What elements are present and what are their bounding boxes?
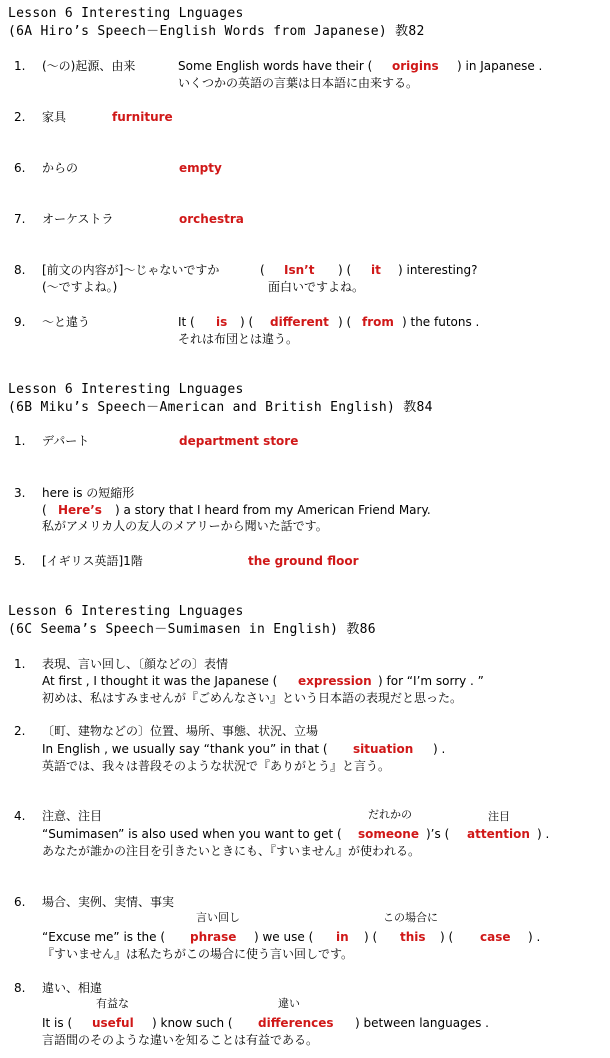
- sentence-part: ) (: [338, 315, 352, 329]
- item-japanese-translation: いくつかの英語の言葉は日本語に由来する。: [178, 76, 419, 90]
- item-japanese-note: (〜ですよね。): [42, 280, 118, 294]
- hint-text: 言い回し: [196, 911, 240, 924]
- answer: case: [480, 930, 511, 944]
- item-japanese: オーケストラ: [42, 212, 114, 226]
- sentence-part: ) for “I’m sorry . ”: [378, 674, 484, 688]
- item-number: 2.: [14, 110, 26, 124]
- item-number: 9.: [14, 315, 26, 329]
- item-japanese: [前文の内容が]〜じゃないですか: [42, 263, 220, 277]
- answer: department store: [179, 434, 299, 448]
- sentence-part: ) between languages .: [355, 1016, 489, 1030]
- answer: phrase: [190, 930, 237, 944]
- item-japanese-translation: あなたが誰かの注目を引きたいときにも、『すいません』が使われる。: [42, 844, 421, 858]
- answer: different: [270, 315, 329, 329]
- lesson-b-subtitle: (6B Miku’s Speech－American and British English) 教84: [8, 400, 433, 415]
- item-japanese-translation: 言語間のそのような違いを知ることは有益である。: [42, 1033, 319, 1047]
- item-japanese: (〜の)起源、由来: [42, 59, 136, 73]
- item-japanese: [イギリス英語]1階: [42, 554, 143, 568]
- sentence-part: ) .: [528, 930, 541, 944]
- sentence-part: ) we use (: [254, 930, 314, 944]
- item-number: 8.: [14, 263, 26, 277]
- item-japanese: 場合、実例、実情、事実: [42, 895, 175, 909]
- sentence-part: It (: [178, 315, 195, 329]
- answer: Isn’t: [284, 263, 315, 277]
- hint-text: この場合に: [383, 911, 438, 924]
- answer: furniture: [112, 110, 173, 124]
- item-number: 1.: [14, 657, 26, 671]
- answer: in: [336, 930, 349, 944]
- item-japanese: 表現、言い回し、〔顔などの〕表情: [42, 657, 229, 671]
- item-number: 1.: [14, 434, 26, 448]
- lesson-b-title: Lesson 6 Interesting Lnguages: [8, 382, 244, 397]
- answer: the ground floor: [248, 554, 359, 568]
- item-japanese-translation: それは布団とは違う。: [178, 332, 299, 346]
- item-japanese: 〜と違う: [42, 315, 91, 329]
- item-japanese-translation: 英語では、我々は普段そのような状況で『ありがとう』と言う。: [42, 759, 391, 773]
- item-number: 7.: [14, 212, 26, 226]
- answer: attention: [467, 827, 530, 841]
- item-japanese: here is の短縮形: [42, 486, 135, 500]
- sentence-part: ) a story that I heard from my American Friend Mary.: [115, 503, 431, 517]
- sentence-part: ) (: [364, 930, 378, 944]
- hint-text: 有益な: [96, 997, 129, 1010]
- answer: it: [371, 263, 381, 277]
- item-japanese-translation: 面白いですよね。: [268, 280, 365, 294]
- item-japanese: 〔町、建物などの〕位置、場所、事態、状況、立場: [42, 724, 319, 738]
- answer: expression: [298, 674, 372, 688]
- item-number: 3.: [14, 486, 26, 500]
- item-japanese: 家具: [42, 110, 67, 124]
- sentence-part: ) .: [433, 742, 446, 756]
- lesson-a-subtitle: (6A Hiro’s Speech－English Words from Japanese) 教82: [8, 24, 425, 39]
- item-number: 4.: [14, 809, 26, 823]
- answer: from: [362, 315, 394, 329]
- answer: is: [216, 315, 228, 329]
- answer: Here’s: [58, 503, 102, 517]
- item-japanese: からの: [42, 161, 79, 175]
- lesson-c-subtitle: (6C Seema’s Speech－Sumimasen in English) 教86: [8, 622, 376, 637]
- sentence-part: “Excuse me” is the (: [42, 930, 166, 944]
- answer: someone: [358, 827, 419, 841]
- lesson-a-title: Lesson 6 Interesting Lnguages: [8, 6, 244, 21]
- item-japanese: 注意、注目: [42, 809, 103, 823]
- sentence-part: (: [42, 503, 47, 517]
- answer: useful: [92, 1016, 134, 1030]
- answer: orchestra: [179, 212, 244, 226]
- answer: empty: [179, 161, 222, 175]
- sentence-part: In English , we usually say “thank you” in that (: [42, 742, 328, 756]
- hint-text: だれかの: [368, 808, 412, 821]
- sentence-part: ) .: [537, 827, 550, 841]
- sentence-part: “Sumimasen” is also used when you want to get (: [42, 827, 342, 841]
- sentence-part: At first , I thought it was the Japanese (: [42, 674, 278, 688]
- item-number: 6.: [14, 161, 26, 175]
- hint-text: 注目: [488, 810, 510, 823]
- sentence-part: ) know such (: [152, 1016, 233, 1030]
- sentence-part: ) (: [338, 263, 352, 277]
- item-number: 6.: [14, 895, 26, 909]
- item-japanese: 違い、相違: [42, 981, 103, 995]
- answer: situation: [353, 742, 414, 756]
- answer: origins: [392, 59, 439, 73]
- sentence-part: )’s (: [426, 827, 450, 841]
- item-japanese-translation: 初めは、私はすみませんが『ごめんなさい』という日本語の表現だと思った。: [42, 691, 463, 705]
- hint-text: 違い: [278, 997, 300, 1010]
- item-japanese-translation: 『すいません』は私たちがこの場合に使う言い回しです。: [42, 947, 354, 961]
- sentence-part: ) interesting?: [398, 263, 478, 277]
- sentence-part: It is (: [42, 1016, 73, 1030]
- answer: this: [400, 930, 426, 944]
- sentence-part: (: [260, 263, 265, 277]
- item-number: 8.: [14, 981, 26, 995]
- sentence-part: ) (: [440, 930, 454, 944]
- sentence-part: Some English words have their (: [178, 59, 373, 73]
- item-number: 1.: [14, 59, 26, 73]
- item-number: 5.: [14, 554, 26, 568]
- answer: differences: [258, 1016, 334, 1030]
- item-japanese-translation: 私がアメリカ人の友人のメアリーから聞いた話です。: [42, 519, 328, 533]
- item-japanese: デパート: [42, 434, 90, 448]
- lesson-c-title: Lesson 6 Interesting Lnguages: [8, 604, 244, 619]
- sentence-part: ) (: [240, 315, 254, 329]
- sentence-part: ) in Japanese .: [457, 59, 543, 73]
- item-number: 2.: [14, 724, 26, 738]
- sentence-part: ) the futons .: [402, 315, 480, 329]
